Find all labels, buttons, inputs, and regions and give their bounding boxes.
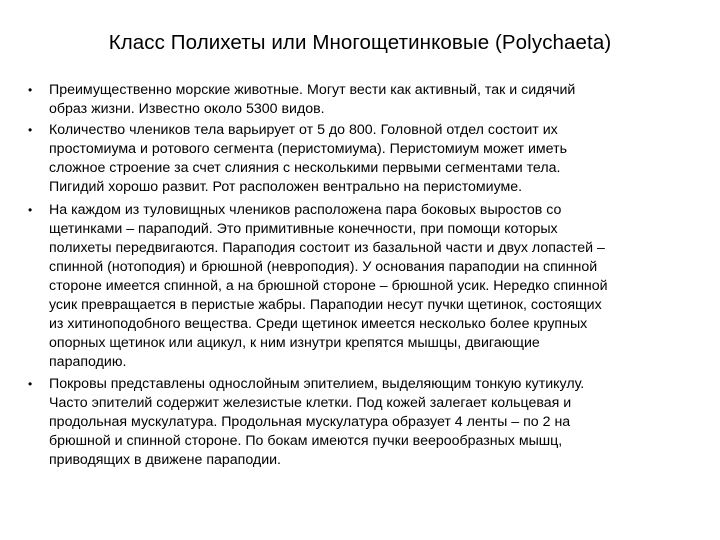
list-item-line: параподию. bbox=[49, 354, 127, 370]
list-item-line: щетинками – параподий. Это примитивные конечности, при помощи которых bbox=[49, 221, 558, 237]
list-item-line: Количество члеников тела варьирует от 5 до 800. Головной отдел состоит их bbox=[49, 122, 558, 138]
list-item bbox=[28, 121, 688, 197]
bullet-dot-icon: • bbox=[28, 83, 33, 97]
bullet-dot-icon: • bbox=[28, 203, 33, 217]
list-item-line: Преимущественно морские животные. Могут вести как активный, так и сидячий bbox=[49, 82, 576, 98]
list-item-line: простомиума и ротового сегмента (перистомиума). Перистомиум может иметь bbox=[49, 141, 567, 157]
list-item bbox=[28, 375, 688, 470]
list-item bbox=[28, 81, 688, 119]
bullet-dot-icon: • bbox=[28, 377, 33, 391]
list-item-line: полихеты передвигаются. Параподия состоит из базальной части и двух лопастей – bbox=[49, 240, 605, 256]
list-item-line: Покровы представлены однослойным эпителием, выделяющим тонкую кутикулу. bbox=[49, 376, 585, 392]
list-item-line: На каждом из туловищных члеников расположена пара боковых выростов со bbox=[49, 202, 562, 218]
list-item-line: из хитиноподобного вещества. Среди щетинок имеется несколько более крупных bbox=[49, 316, 588, 332]
list-item-line: образ жизни. Известно около 5300 видов. bbox=[49, 101, 325, 117]
bullet-list bbox=[28, 81, 688, 470]
list-item-line: брюшной и спинной стороне. По бокам имеются пучки веерообразных мышц, bbox=[49, 433, 563, 449]
list-item-line: приводящих в движене параподии. bbox=[49, 452, 282, 468]
list-item-line: усик превращается в перистые жабры. Параподии несут пучки щетинок, состоящих bbox=[49, 297, 602, 313]
slide-title: Класс Полихеты или Многощетинковые (Polychaeta) bbox=[108, 31, 612, 54]
list-item bbox=[28, 201, 688, 372]
list-item-line: опорных щетинок или ацикул, к ним изнутри крепятся мышцы, двигающие bbox=[49, 335, 540, 351]
list-item-line: стороне имеется спинной, а на брюшной стороне – брюшной усик. Нередко спинной bbox=[49, 278, 608, 294]
list-item-line: продольная мускулатура. Продольная мускулатура образует 4 ленты – по 2 на bbox=[49, 414, 571, 430]
list-item-line: Пигидий хорошо развит. Рот расположен вентрально на перистомиуме. bbox=[49, 179, 523, 195]
list-item-line: спинной (нотоподия) и брюшной (невроподия). У основания параподии на спинной bbox=[49, 259, 598, 275]
list-item-line: Часто эпителий содержит железистые клетки. Под кожей залегает кольцевая и bbox=[49, 395, 572, 411]
bullet-dot-icon: • bbox=[28, 123, 33, 137]
list-item-line: сложное строение за счет слияния с несколькими первыми сегментами тела. bbox=[49, 160, 561, 176]
